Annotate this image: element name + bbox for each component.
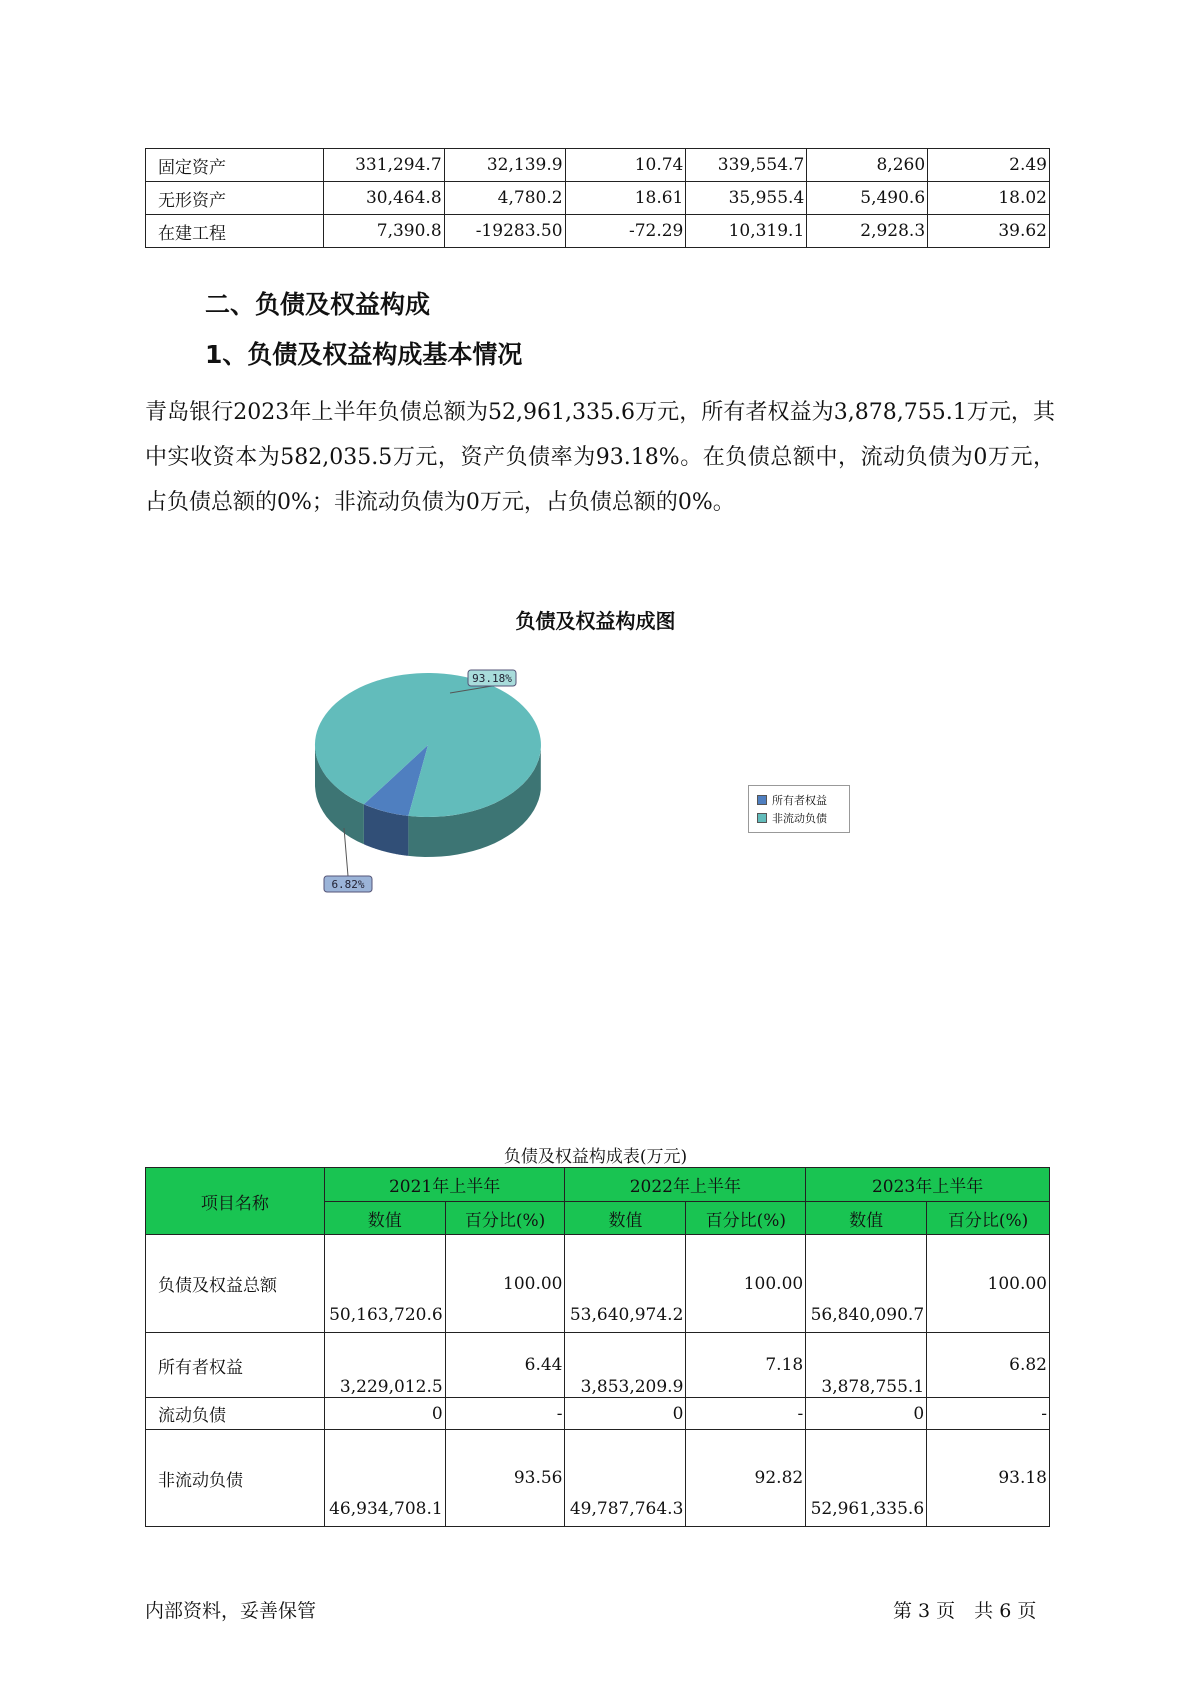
row-name: 负债及权益总额	[146, 1235, 325, 1333]
cell: 6.44	[445, 1333, 565, 1398]
cell: 53,640,974.2	[565, 1235, 686, 1333]
header-pct: 百分比(%)	[445, 1202, 565, 1235]
table-row	[146, 1333, 1050, 1398]
chart-title: 负债及权益构成图	[515, 609, 676, 633]
summary-paragraph: 青岛银行2023年上半年负债总额为52,961,335.6万元，所有者权益为3,878,755.1万元，其中实收资本为582,035.5万元，资产负债率为93.18%。在负债总额中，流动负债为0万元，占负债总额的0%；非流动负债为0万元，占负债总额的0%。	[145, 400, 1055, 515]
cell: 4,780.2	[444, 182, 565, 215]
data-label-1: 93.18%	[472, 672, 512, 685]
cell: 100.00	[927, 1235, 1050, 1333]
header-pct: 百分比(%)	[686, 1202, 806, 1235]
header-year: 2022年上半年	[565, 1168, 806, 1202]
header-value: 数值	[806, 1202, 927, 1235]
table-caption: 负债及权益构成表(万元)	[503, 1147, 688, 1167]
cell: -	[927, 1398, 1050, 1430]
footer-confidential: 内部资料，妥善保管	[145, 1600, 317, 1622]
legend-label: 非流动负债	[772, 812, 827, 825]
row-name: 非流动负债	[146, 1430, 325, 1527]
table-row	[146, 1398, 1050, 1430]
header-pct: 百分比(%)	[927, 1202, 1050, 1235]
legend-label: 所有者权益	[772, 794, 827, 807]
cell: 56,840,090.7	[806, 1235, 927, 1333]
cell: 5,490.6	[807, 182, 928, 215]
cell: 52,961,335.6	[806, 1430, 927, 1527]
header-value: 数值	[565, 1202, 686, 1235]
cell: 46,934,708.1	[324, 1430, 445, 1527]
header-year: 2021年上半年	[324, 1168, 565, 1202]
data-label-0: 6.82%	[331, 878, 365, 891]
cell: 3,878,755.1	[806, 1333, 927, 1398]
cell: 93.56	[445, 1430, 565, 1527]
legend-item	[757, 792, 827, 808]
equity-table	[145, 1167, 1050, 1527]
cell: 92.82	[686, 1430, 806, 1527]
row-name: 流动负债	[146, 1398, 325, 1430]
cell: -	[686, 1398, 806, 1430]
page-number: 第 3 页 共 6 页	[893, 1600, 1037, 1622]
cell: 331,294.7	[323, 149, 444, 182]
section-subheading: 1、负债及权益构成基本情况	[205, 340, 523, 369]
legend-swatch-equity	[757, 795, 767, 805]
cell: 32,139.9	[444, 149, 565, 182]
asset-table	[145, 148, 1050, 248]
row-name: 所有者权益	[146, 1333, 325, 1398]
cell: 93.18	[927, 1430, 1050, 1527]
cell: -19283.50	[444, 215, 565, 248]
header-value: 数值	[324, 1202, 445, 1235]
cell: 39.62	[928, 215, 1050, 248]
cell: 3,229,012.5	[324, 1333, 445, 1398]
cell: 339,554.7	[686, 149, 807, 182]
table-row	[146, 149, 1050, 182]
legend-item	[757, 810, 827, 826]
pie-chart	[300, 660, 590, 920]
row-name: 固定资产	[146, 149, 324, 182]
cell: 50,163,720.6	[324, 1235, 445, 1333]
pie-slice-1	[315, 673, 541, 817]
cell: 10.74	[565, 149, 686, 182]
cell: 2,928.3	[807, 215, 928, 248]
table-row	[146, 1235, 1050, 1333]
cell: -	[445, 1398, 565, 1430]
chart-legend	[748, 785, 850, 833]
cell: 0	[806, 1398, 927, 1430]
cell: 100.00	[445, 1235, 565, 1333]
cell: 30,464.8	[323, 182, 444, 215]
table-row	[146, 1430, 1050, 1527]
cell: 100.00	[686, 1235, 806, 1333]
cell: 0	[324, 1398, 445, 1430]
header-item: 项目名称	[146, 1168, 325, 1235]
cell: 35,955.4	[686, 182, 807, 215]
row-name: 无形资产	[146, 182, 324, 215]
cell: 7.18	[686, 1333, 806, 1398]
cell: 2.49	[928, 149, 1050, 182]
cell: 18.61	[565, 182, 686, 215]
row-name: 在建工程	[146, 215, 324, 248]
cell: 0	[565, 1398, 686, 1430]
cell: 7,390.8	[323, 215, 444, 248]
cell: -72.29	[565, 215, 686, 248]
cell: 6.82	[927, 1333, 1050, 1398]
table-row	[146, 215, 1050, 248]
header-year: 2023年上半年	[806, 1168, 1050, 1202]
table-row	[146, 182, 1050, 215]
cell: 18.02	[928, 182, 1050, 215]
cell: 3,853,209.9	[565, 1333, 686, 1398]
pie-top	[315, 673, 541, 817]
header-row	[146, 1168, 1050, 1202]
cell: 8,260	[807, 149, 928, 182]
section-heading: 二、负债及权益构成	[205, 290, 431, 319]
cell: 10,319.1	[686, 215, 807, 248]
cell: 49,787,764.3	[565, 1430, 686, 1527]
legend-swatch-noncurrent	[757, 813, 767, 823]
